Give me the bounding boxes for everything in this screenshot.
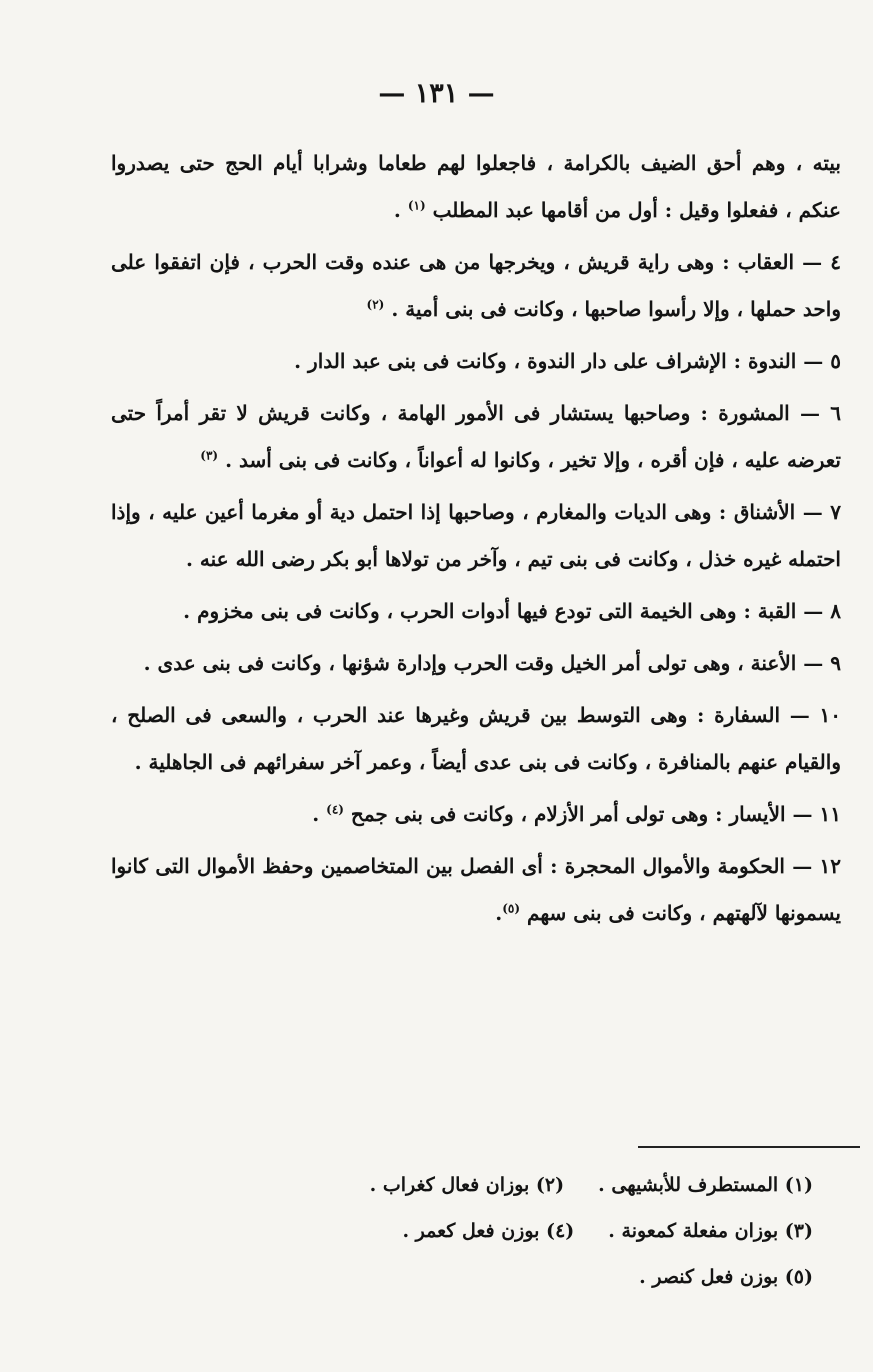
paragraph-item-5: ٥ — الندوة : الإشراف على دار الندوة ، وكانت فى بنى عبد الدار . (294, 349, 841, 373)
paragraph-item-12-end: . (495, 901, 503, 925)
footnote-marker-4: (٤) (326, 802, 344, 817)
paragraph-item-9: ٩ — الأعنة ، وهى تولى أمر الخيل وقت الحرب وإدارة شؤنها ، وكانت فى بنى عدى . (143, 651, 841, 675)
paragraph-item-4-text: ٤ — العقاب : وهى راية قريش ، ويخرجها من هى عنده وقت الحرب ، فإن اتفقوا على واحد حملها ، وإلا رأسوا صاحبها ، وكانت فى بنى أمية . (111, 250, 841, 321)
paragraph-item-6 (111, 390, 841, 484)
paragraph-item-11-end: . (312, 802, 327, 826)
footnote-4: (٤) بوزن فعل كعمر . (402, 1220, 575, 1242)
body-text (111, 140, 841, 942)
paragraph-item-12-text: ١٢ — الحكومة والأموال المحجرة : أى الفصل بين المتخاصمين وحفظ الأموال التى كانوا يسمونها لآلهتهم ، وكانت فى بنى سهم (111, 854, 841, 925)
paragraph-item-6-text: ٦ — المشورة : وصاحبها يستشار فى الأمور الهامة ، وكانت قريش لا تقر أمراً حتى تعرضه عليه ، فإن أقره ، وإلا تخير ، وكانوا له أعواناً ، وكانت فى بنى أسد . (111, 401, 841, 472)
paragraph-item-4 (111, 239, 841, 333)
footnote-1: (١) المستطرف للأبشيهى . (598, 1174, 813, 1196)
footnote-row-3 (253, 1254, 813, 1300)
footnote-2: (٢) بوزان فعال كغراب . (369, 1174, 565, 1196)
paragraph-1-text: بيته ، وهم أحق الضيف بالكرامة ، فاجعلوا لهم طعاما وشرابا أيام الحج حتى يصدروا عنكم ، ففعلوا وقيل : أول من أقامها عبد المطلب (111, 151, 841, 222)
footnotes (253, 1162, 813, 1300)
paragraph-item-11 (111, 791, 841, 838)
paragraph-1 (111, 140, 841, 234)
footnote-5: (٥) بوزن فعل كنصر . (639, 1266, 813, 1288)
footnote-marker-1: (١) (407, 198, 426, 213)
footnote-marker-3: (٣) (200, 448, 219, 463)
paragraph-item-7: ٧ — الأشناق : وهى الديات والمغارم ، وصاحبها إذا احتمل دية أو مغرما أعين عليه ، وإذا احتمله غيره خذل ، وكانت فى بنى تيم ، وآخر من تولاها أبو بكر رضى الله عنه . (111, 500, 841, 571)
paragraph-item-12 (111, 843, 841, 937)
footnote-divider (638, 1146, 860, 1148)
footnote-3: (٣) بوزان مفعلة كمعونة . (608, 1220, 813, 1242)
page-number: — ١٣١ — (378, 78, 495, 109)
paragraph-item-10: ١٠ — السفارة : وهى التوسط بين قريش وغيرها عند الحرب ، والسعى فى الصلح ، والقيام عنهم بالمنافرة ، وكانت فى بنى عدى أيضاً ، وعمر آخر سفرائهم فى الجاهلية . (111, 703, 841, 774)
footnote-marker-2: (٢) (366, 297, 385, 312)
footnote-row-1 (253, 1162, 813, 1208)
paragraph-item-11-text: ١١ — الأيسار : وهى تولى أمر الأزلام ، وكانت فى بنى جمح (350, 802, 841, 826)
paragraph-1-end: . (393, 198, 408, 222)
paragraph-item-8: ٨ — القبة : وهى الخيمة التى تودع فيها أدوات الحرب ، وكانت فى بنى مخزوم . (183, 599, 841, 623)
footnote-marker-5: (٥) (502, 901, 521, 916)
footnote-row-2 (253, 1208, 813, 1254)
